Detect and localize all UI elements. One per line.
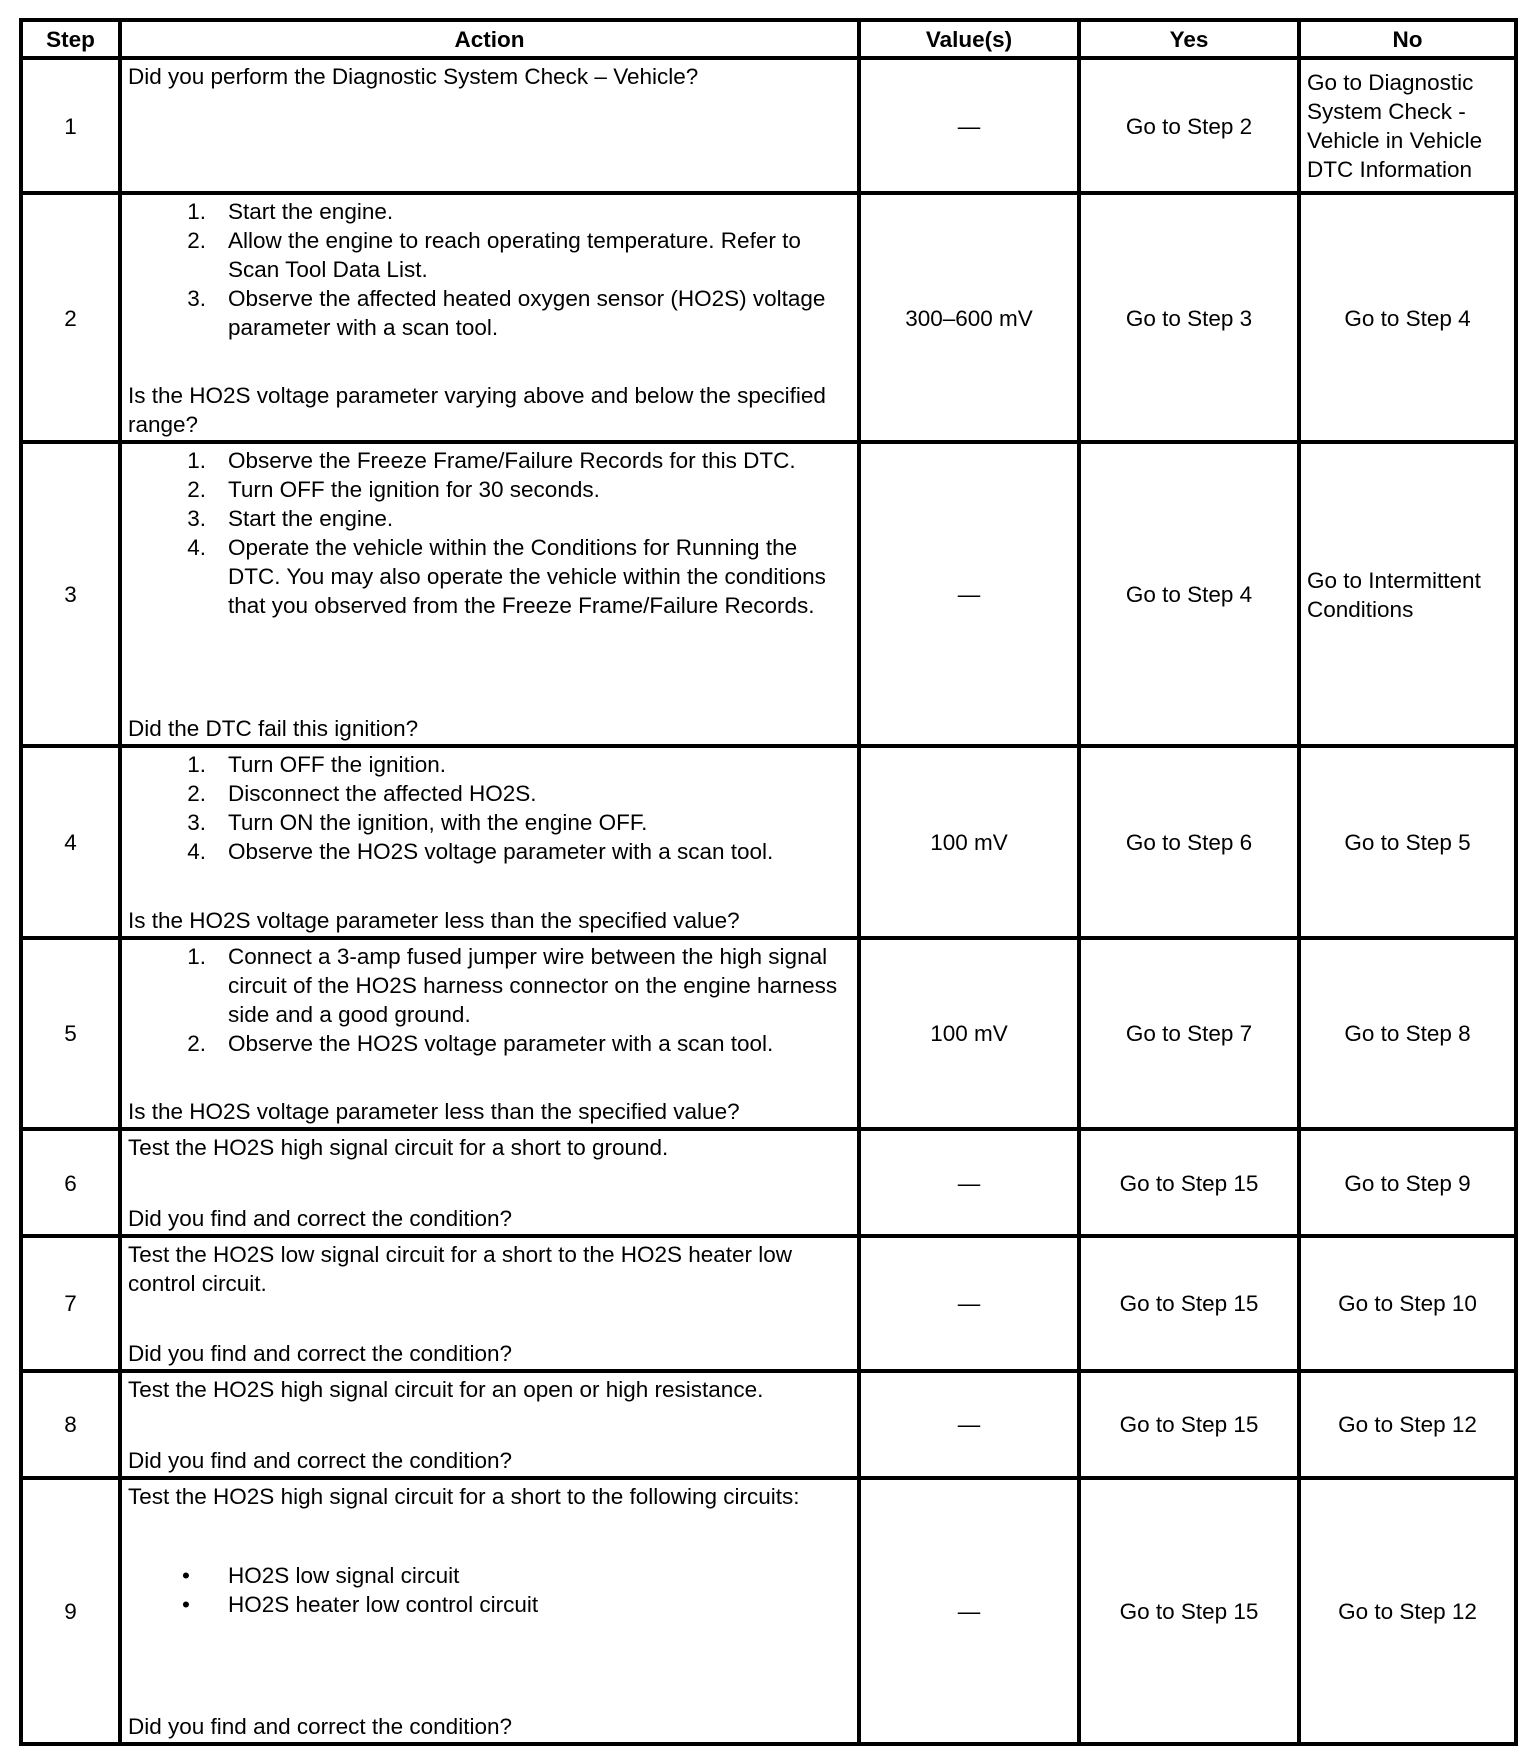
header-step: Step [21,20,120,58]
header-action: Action [120,20,859,58]
header-yes: Yes [1079,20,1299,58]
table-row [21,442,1516,747]
no-cell: Go to Step 8 [1299,938,1516,1129]
table-row [21,1371,1516,1478]
table-row [21,193,1516,442]
action-step: 4. Observe the HO2S voltage parameter with a scan tool. [187,839,774,865]
action-step: 3. Turn ON the ignition, with the engine OFF. [187,810,648,836]
action-cell [120,1478,859,1744]
action-cell [120,58,859,193]
no-cell: Go to Step 12 [1299,1478,1516,1744]
value-cell: — [859,1129,1079,1236]
yes-cell: Go to Step 15 [1079,1478,1299,1744]
action-step: 1. Observe the Freeze Frame/Failure Records for this DTC. [187,447,796,473]
action-steps [128,750,851,866]
action-cell [120,193,859,442]
action-cell [120,1236,859,1371]
step-number: 3 [21,442,120,747]
step-number: 1 [21,58,120,193]
step-number: 9 [21,1478,120,1744]
action-question: Did you find and correct the condition? [128,1205,512,1231]
action-text: Did you perform the Diagnostic System Check – Vehicle? [128,64,699,89]
table-row [21,938,1516,1129]
action-cell [120,746,859,937]
action-cell [120,1371,859,1478]
yes-cell: Go to Step 4 [1079,442,1299,747]
action-question: Is the HO2S voltage parameter varying above and below the specified range? [128,382,826,437]
step-number: 5 [21,938,120,1129]
value-cell: 100 mV [859,938,1079,1129]
no-cell: Go to Step 5 [1299,746,1516,937]
yes-cell: Go to Step 6 [1079,746,1299,937]
no-cell: Go to Intermittent Conditions [1299,442,1516,747]
no-cell: Go to Step 10 [1299,1236,1516,1371]
action-step: 3. Observe the affected heated oxygen sensor (HO2S) voltage parameter with a scan tool. [187,286,826,341]
action-step: 4. Operate the vehicle within the Conditions for Running the DTC. You may also operate the vehicle within the conditions that you observed from the Freeze Frame/Failure Records. [187,534,826,618]
action-steps [128,942,851,1058]
step-number: 2 [21,193,120,442]
value-cell: — [859,1236,1079,1371]
value-cell: 300–600 mV [859,193,1079,442]
action-question: Did the DTC fail this ignition? [128,716,419,742]
action-bullets [128,1561,851,1619]
value-cell: 100 mV [859,746,1079,937]
action-steps [128,197,851,342]
action-steps [128,446,851,620]
yes-cell: Go to Step 15 [1079,1129,1299,1236]
yes-cell: Go to Step 3 [1079,193,1299,442]
action-text: Test the HO2S high signal circuit for a short to the following circuits: [128,1483,800,1509]
value-cell: — [859,1371,1079,1478]
action-step: 1. Turn OFF the ignition. [187,752,447,778]
action-question: Did you find and correct the condition? [128,1447,512,1473]
action-question: Did you find and correct the condition? [128,1341,512,1367]
action-step: 2. Turn OFF the ignition for 30 seconds. [187,476,600,502]
no-cell: Go to Step 12 [1299,1371,1516,1478]
value-cell: — [859,442,1079,747]
yes-cell: Go to Step 15 [1079,1371,1299,1478]
step-number: 8 [21,1371,120,1478]
table-row [21,58,1516,193]
step-number: 7 [21,1236,120,1371]
no-cell: Go to Step 9 [1299,1129,1516,1236]
action-cell [120,1129,859,1236]
bullet-item: • HO2S low signal circuit [182,1562,460,1588]
step-number: 6 [21,1129,120,1236]
diagnostic-table [19,18,1518,1746]
action-text: Test the HO2S low signal circuit for a short to the HO2S heater low control circuit. [128,1241,793,1296]
yes-cell: Go to Step 2 [1079,58,1299,193]
action-cell [120,938,859,1129]
table-row [21,746,1516,937]
action-step: 1. Start the engine. [187,199,394,225]
no-cell: Go to Step 4 [1299,193,1516,442]
header-row [21,20,1516,58]
action-question: Is the HO2S voltage parameter less than the specified value? [128,1099,740,1125]
action-step: 2. Allow the engine to reach operating temperature. Refer to Scan Tool Data List. [187,228,801,283]
table-row [21,1236,1516,1371]
bullet-item: • HO2S heater low control circuit [182,1591,539,1617]
value-cell: — [859,58,1079,193]
action-text: Test the HO2S high signal circuit for a short to ground. [128,1135,669,1161]
yes-cell: Go to Step 7 [1079,938,1299,1129]
value-cell: — [859,1478,1079,1744]
header-values: Value(s) [859,20,1079,58]
table-row [21,1478,1516,1744]
action-text: Test the HO2S high signal circuit for an open or high resistance. [128,1377,764,1403]
action-question: Did you find and correct the condition? [128,1714,512,1739]
action-cell [120,442,859,747]
table-row [21,1129,1516,1236]
action-step: 2. Disconnect the affected HO2S. [187,781,537,807]
action-question: Is the HO2S voltage parameter less than the specified value? [128,907,740,933]
action-step: 2. Observe the HO2S voltage parameter with a scan tool. [187,1030,774,1056]
header-no: No [1299,20,1516,58]
action-step: 1. Connect a 3-amp fused jumper wire between the high signal circuit of the HO2S harness connector on the engine harness side and a good ground. [187,943,838,1027]
action-step: 3. Start the engine. [187,505,394,531]
step-number: 4 [21,746,120,937]
no-cell: Go to Diagnostic System Check - Vehicle in Vehicle DTC Information [1299,58,1516,193]
yes-cell: Go to Step 15 [1079,1236,1299,1371]
